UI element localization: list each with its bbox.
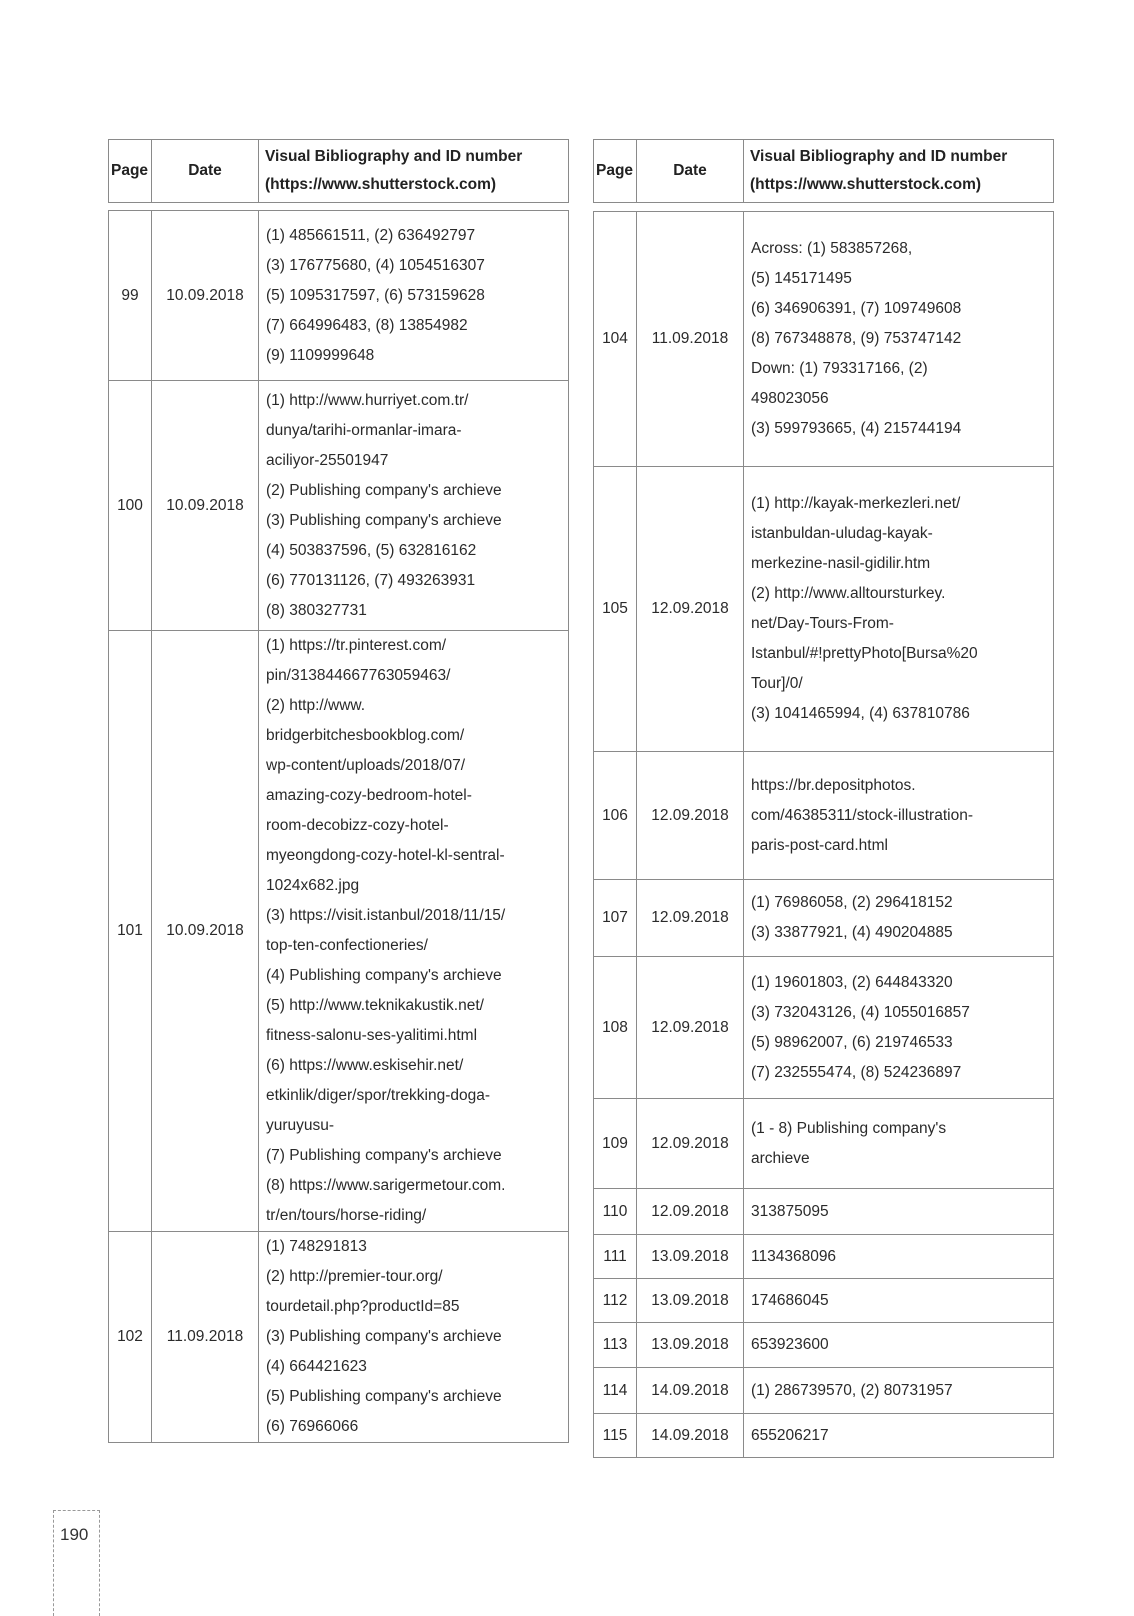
bibliography-cell	[259, 211, 569, 381]
bibliography-line: istanbuldan-uludag-kayak-	[751, 525, 933, 542]
bibliography-line: tr/en/tours/horse-riding/	[266, 1207, 427, 1224]
bibliography-line: (3) https://visit.istanbul/2018/11/15/	[266, 907, 506, 924]
page-cell: 99	[109, 211, 152, 381]
page-number-box	[53, 1510, 100, 1616]
bibliography-line: merkezine-nasil-gidilir.htm	[751, 555, 931, 572]
bibliography-header-line: (https://www.shutterstock.com)	[750, 176, 982, 193]
bibliography-line: (7) 664996483, (8) 13854982	[266, 316, 468, 334]
page-cell: 114	[594, 1368, 637, 1414]
page-cell: 113	[594, 1323, 637, 1368]
table-row	[594, 1099, 1054, 1189]
right-table-body	[594, 212, 1054, 1458]
bibliography-header-line: Visual Bibliography and ID number	[750, 148, 1008, 165]
bibliography-column-header	[259, 140, 569, 203]
table-row	[109, 381, 569, 631]
table-row	[109, 1232, 569, 1443]
bibliography-line: 498023056	[751, 390, 829, 407]
bibliography-line: wp-content/uploads/2018/07/	[266, 757, 466, 774]
left-bibliography-table	[108, 210, 569, 1443]
table-row	[594, 1235, 1054, 1279]
date-cell: 11.09.2018	[637, 212, 744, 467]
bibliography-line: Istanbul/#!prettyPhoto[Bursa%20	[751, 645, 978, 662]
bibliography-line: 1134368096	[751, 1247, 837, 1265]
bibliography-cell	[744, 880, 1054, 957]
page-number: 190	[60, 1525, 89, 1544]
bibliography-line: paris-post-card.html	[751, 836, 888, 854]
bibliography-line: 653923600	[751, 1336, 829, 1353]
bibliography-line: (3) 599793665, (4) 215744194	[751, 420, 962, 437]
page-cell: 104	[594, 212, 637, 467]
date-cell: 12.09.2018	[637, 752, 744, 880]
bibliography-line: (6) 76966066	[266, 1418, 359, 1435]
bibliography-line: (8) 767348878, (9) 753747142	[751, 330, 962, 347]
bibliography-line: (5) 98962007, (6) 219746533	[751, 1033, 953, 1051]
bibliography-line: amazing-cozy-bedroom-hotel-	[266, 787, 472, 804]
bibliography-line: (4) Publishing company's archieve	[266, 967, 502, 984]
page-cell: 115	[594, 1414, 637, 1458]
table-row	[594, 752, 1054, 880]
bibliography-cell	[744, 1189, 1054, 1235]
bibliography-cell	[744, 1323, 1054, 1368]
bibliography-line: (4) 503837596, (5) 632816162	[266, 541, 477, 559]
bibliography-line: aciliyor-25501947	[266, 451, 389, 469]
bibliography-line: yuruyusu-	[266, 1117, 335, 1134]
date-cell: 12.09.2018	[637, 1189, 744, 1235]
bibliography-cell	[744, 1279, 1054, 1323]
bibliography-line: (8) https://www.sarigermetour.com.	[266, 1177, 506, 1194]
bibliography-line: (3) 732043126, (4) 1055016857	[751, 1003, 970, 1021]
bibliography-line: bridgerbitchesbookblog.com/	[266, 727, 465, 744]
bibliography-line: pin/313844667763059463/	[266, 667, 451, 684]
bibliography-line: (3) Publishing company's archieve	[266, 1328, 502, 1345]
table-row	[594, 1279, 1054, 1323]
bibliography-line: (2) http://www.alltoursturkey.	[751, 585, 946, 602]
bibliography-line: (2) http://www.	[266, 697, 366, 714]
date-cell: 10.09.2018	[152, 211, 259, 381]
bibliography-line: etkinlik/diger/spor/trekking-doga-	[266, 1087, 490, 1104]
table-row	[594, 1189, 1054, 1235]
bibliography-line: dunya/tarihi-ormanlar-imara-	[266, 421, 462, 439]
page-cell: 101	[109, 631, 152, 1232]
bibliography-line: (1) http://kayak-merkezleri.net/	[751, 495, 961, 512]
bibliography-line: com/46385311/stock-illustration-	[751, 806, 973, 824]
bibliography-header-line: Visual Bibliography and ID number	[265, 148, 523, 165]
bibliography-line: 1024x682.jpg	[266, 877, 360, 894]
bibliography-line: (1) http://www.hurriyet.com.tr/	[266, 391, 469, 409]
bibliography-line: (1 - 8) Publishing company's	[751, 1119, 947, 1137]
bibliography-cell	[744, 212, 1054, 467]
date-cell: 11.09.2018	[152, 1232, 259, 1443]
page-cell: 110	[594, 1189, 637, 1235]
bibliography-line: (1) 286739570, (2) 80731957	[751, 1381, 953, 1399]
page-cell: 100	[109, 381, 152, 631]
bibliography-cell	[744, 1235, 1054, 1279]
bibliography-line: (6) 770131126, (7) 493263931	[266, 571, 476, 589]
bibliography-line: (5) http://www.teknikakustik.net/	[266, 997, 484, 1014]
bibliography-line: (1) 76986058, (2) 296418152	[751, 894, 953, 911]
bibliography-line: (1) https://tr.pinterest.com/	[266, 637, 447, 654]
page-cell: 112	[594, 1279, 637, 1323]
bibliography-line: 313875095	[751, 1202, 829, 1220]
header-row	[109, 140, 569, 203]
bibliography-cell	[259, 1232, 569, 1443]
page-column-header: Page	[109, 140, 152, 203]
page-cell: 105	[594, 467, 637, 752]
bibliography-cell	[744, 957, 1054, 1099]
bibliography-line: (3) 176775680, (4) 1054516307	[266, 256, 485, 274]
bibliography-line: tourdetail.php?productId=85	[266, 1298, 460, 1315]
bibliography-line: net/Day-Tours-From-	[751, 615, 894, 632]
table-row	[594, 1414, 1054, 1458]
date-cell: 14.09.2018	[637, 1414, 744, 1458]
page-cell: 107	[594, 880, 637, 957]
bibliography-line: (2) Publishing company's archieve	[266, 481, 502, 499]
right-header-table	[593, 139, 1054, 203]
left-table-body	[109, 211, 569, 1443]
page-cell: 102	[109, 1232, 152, 1443]
date-cell: 12.09.2018	[637, 957, 744, 1099]
table-row	[594, 880, 1054, 957]
bibliography-line: (7) 232555474, (8) 524236897	[751, 1063, 962, 1081]
bibliography-line: myeongdong-cozy-hotel-kl-sentral-	[266, 847, 505, 864]
bibliography-line: archieve	[751, 1149, 810, 1167]
table-row	[594, 212, 1054, 467]
date-cell: 12.09.2018	[637, 880, 744, 957]
bibliography-line: Across: (1) 583857268,	[751, 240, 913, 257]
date-cell: 12.09.2018	[637, 467, 744, 752]
bibliography-line: (3) Publishing company's archieve	[266, 511, 502, 529]
date-cell: 13.09.2018	[637, 1279, 744, 1323]
date-column-header: Date	[152, 140, 259, 203]
date-cell: 13.09.2018	[637, 1235, 744, 1279]
table-row	[594, 957, 1054, 1099]
bibliography-line: (2) http://premier-tour.org/	[266, 1268, 443, 1285]
date-column-header: Date	[637, 140, 744, 203]
bibliography-line: (6) 346906391, (7) 109749608	[751, 300, 962, 317]
bibliography-line: (5) 145171495	[751, 270, 852, 287]
bibliography-line: (7) Publishing company's archieve	[266, 1147, 502, 1164]
bibliography-header-line: (https://www.shutterstock.com)	[265, 176, 497, 193]
bibliography-line: (3) 1041465994, (4) 637810786	[751, 705, 970, 722]
table-row	[109, 631, 569, 1232]
left-header-table	[108, 139, 569, 203]
page-cell: 109	[594, 1099, 637, 1189]
bibliography-line: 174686045	[751, 1291, 829, 1309]
bibliography-cell	[744, 1368, 1054, 1414]
date-cell: 12.09.2018	[637, 1099, 744, 1189]
bibliography-cell	[744, 1099, 1054, 1189]
bibliography-line: (1) 19601803, (2) 644843320	[751, 973, 953, 991]
bibliography-line: (9) 1109999648	[266, 346, 375, 364]
bibliography-line: (1) 485661511, (2) 636492797	[266, 226, 476, 244]
table-row	[109, 211, 569, 381]
bibliography-column-header	[744, 140, 1054, 203]
table-row	[594, 1368, 1054, 1414]
bibliography-cell	[744, 752, 1054, 880]
bibliography-line: (6) https://www.eskisehir.net/	[266, 1057, 464, 1074]
bibliography-line: (3) 33877921, (4) 490204885	[751, 924, 953, 941]
date-cell: 10.09.2018	[152, 631, 259, 1232]
bibliography-line: (4) 664421623	[266, 1358, 367, 1375]
bibliography-line: top-ten-confectioneries/	[266, 937, 428, 954]
page-cell: 108	[594, 957, 637, 1099]
date-cell: 14.09.2018	[637, 1368, 744, 1414]
date-cell: 10.09.2018	[152, 381, 259, 631]
bibliography-cell	[744, 1414, 1054, 1458]
bibliography-line: 655206217	[751, 1426, 829, 1444]
date-cell: 13.09.2018	[637, 1323, 744, 1368]
page-cell: 111	[594, 1235, 637, 1279]
bibliography-line: Tour]/0/	[751, 675, 803, 692]
header-row	[594, 140, 1054, 203]
page-column-header: Page	[594, 140, 637, 203]
bibliography-line: (5) 1095317597, (6) 573159628	[266, 286, 485, 304]
bibliography-line: (1) 748291813	[266, 1238, 367, 1255]
bibliography-line: room-decobizz-cozy-hotel-	[266, 817, 449, 834]
bibliography-line: (8) 380327731	[266, 601, 367, 619]
bibliography-line: Down: (1) 793317166, (2)	[751, 360, 928, 377]
table-row	[594, 467, 1054, 752]
bibliography-line: (5) Publishing company's archieve	[266, 1388, 502, 1405]
right-bibliography-table	[593, 211, 1054, 1458]
bibliography-cell	[259, 631, 569, 1232]
bibliography-line: https://br.depositphotos.	[751, 776, 916, 794]
page-cell: 106	[594, 752, 637, 880]
bibliography-line: fitness-salonu-ses-yalitimi.html	[266, 1027, 478, 1044]
bibliography-cell	[744, 467, 1054, 752]
bibliography-cell	[259, 381, 569, 631]
table-row	[594, 1323, 1054, 1368]
